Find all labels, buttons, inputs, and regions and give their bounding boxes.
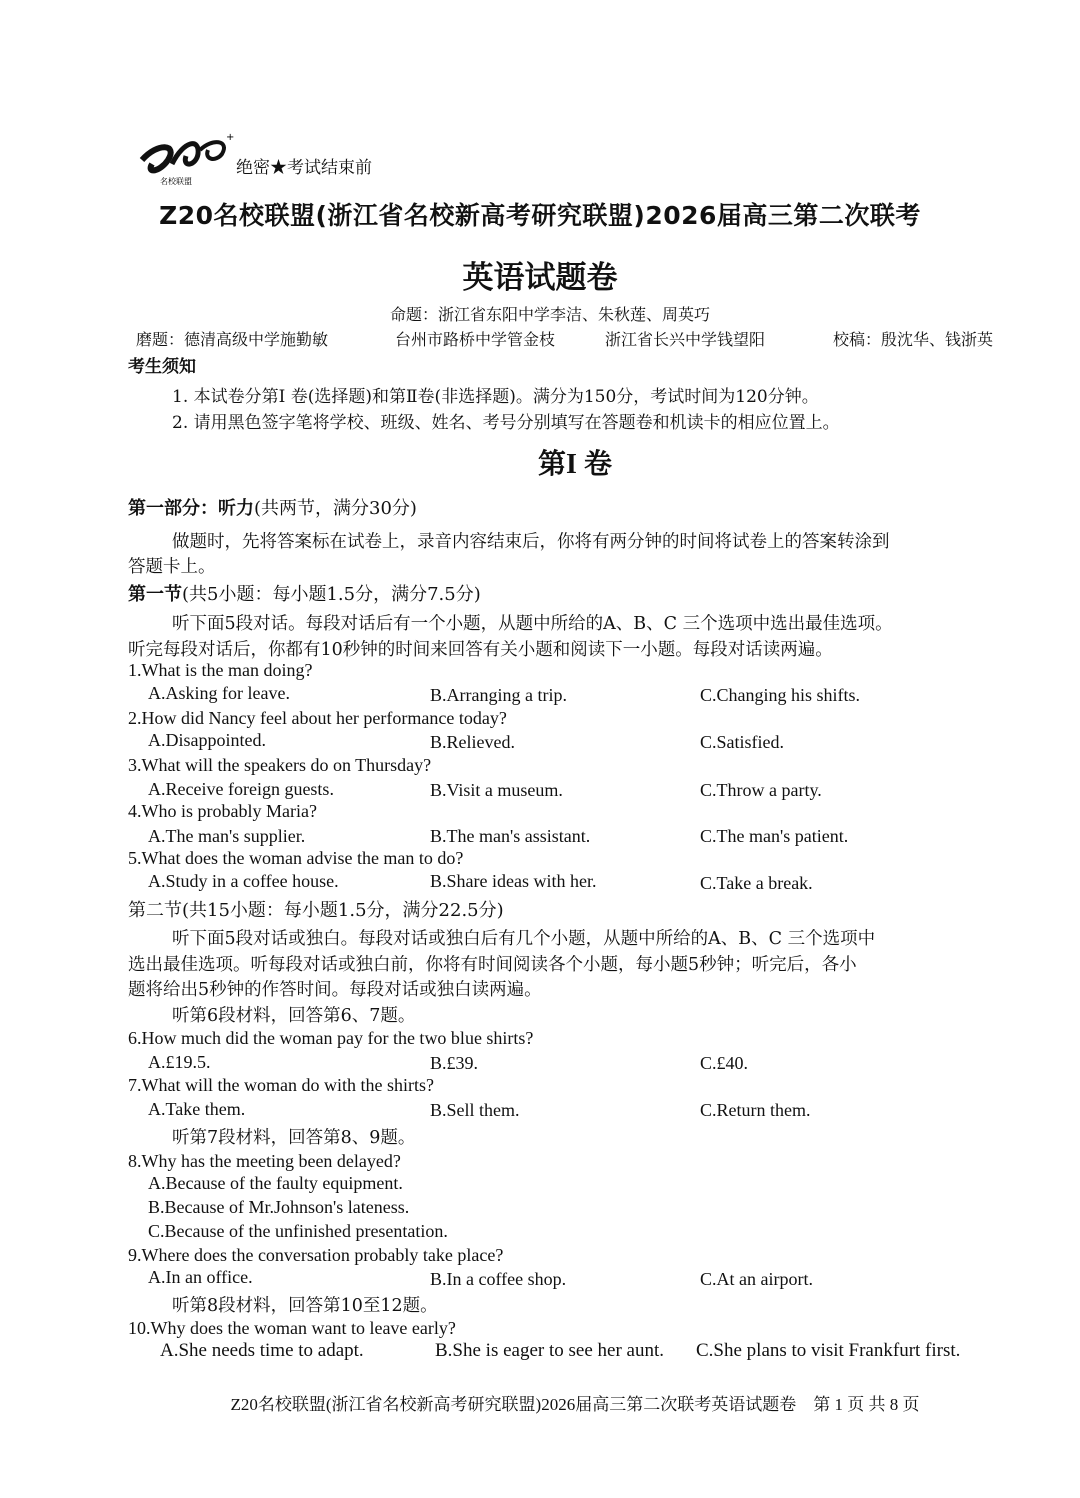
- part1-instruction-1: 做题时，先将答案标在试卷上，录音内容结束后，你将有两分钟的时间将试卷上的答案转涂到: [172, 532, 890, 552]
- section1-heading: [128, 580, 481, 606]
- z20-logo-icon: [138, 130, 238, 192]
- option-c: C.At an airport.: [700, 1269, 813, 1289]
- proofreaders: 校稿：殷沈华、钱浙英: [833, 330, 994, 349]
- option-a: A.Receive foreign guests.: [148, 779, 334, 799]
- section2-instruction-2: 选出最佳选项。听每段对话或独白前，你将有时间阅读各个小题，每小题5秒钟；听完后，各小: [128, 955, 857, 975]
- option-a: A.In an office.: [148, 1267, 253, 1287]
- notice-title: 考生须知: [128, 357, 196, 377]
- option-a: A.£19.5.: [148, 1052, 211, 1072]
- reviewer-3: 浙江省长兴中学钱望阳: [605, 330, 766, 349]
- option-c: C.Take a break.: [700, 873, 813, 893]
- material-note-8: 听第8段材料，回答第10至12题。: [172, 1296, 438, 1316]
- question-stem: 3.What will the speakers do on Thursday?: [128, 755, 432, 775]
- question-stem: 9.Where does the conversation probably take place?: [128, 1245, 504, 1265]
- reviewer-1: 磨题：德清高级中学施勤敏: [136, 330, 329, 349]
- question-stem: 1.What is the man doing?: [128, 660, 313, 680]
- authors-line: 命题：浙江省东阳中学李洁、朱秋莲、周英巧: [390, 305, 711, 324]
- section2-instruction-1: 听下面5段对话或独白。每段对话或独白后有几个小题，从题中所给的A、B、C 三个选项中: [172, 929, 876, 949]
- option-c: C.£40.: [700, 1053, 749, 1073]
- option-b: B.£39.: [430, 1053, 479, 1073]
- question-stem: 4.Who is probably Maria?: [128, 801, 317, 821]
- question-stem: 8.Why has the meeting been delayed?: [128, 1151, 401, 1171]
- material-note-6: 听第6段材料，回答第6、7题。: [172, 1006, 416, 1026]
- part1-heading: [128, 494, 417, 520]
- option-a: A.Take them.: [148, 1099, 246, 1119]
- question-stem: 6.How much did the woman pay for the two blue shirts?: [128, 1028, 534, 1048]
- option-b: B.The man's assistant.: [430, 826, 591, 846]
- option-b: B.She is eager to see her aunt.: [435, 1340, 664, 1361]
- option-b: B.Arranging a trip.: [430, 685, 567, 705]
- notice-item-1: 1. 本试卷分第I 卷(选择题)和第Ⅱ卷(非选择题)。满分为150分，考试时间为120分钟。: [172, 387, 819, 407]
- part1-instruction-2: 答题卡上。: [128, 557, 216, 577]
- option-b: B.In a coffee shop.: [430, 1269, 567, 1289]
- section2-title: 第二节(共15小题：每小题1.5分，满分22.5分): [128, 900, 504, 921]
- reviewer-2: 台州市路桥中学管金枝: [395, 330, 556, 349]
- svg-text:+: +: [226, 132, 235, 143]
- option-a: A.Study in a coffee house.: [148, 871, 339, 891]
- option-b: B.Because of Mr.Johnson's lateness.: [148, 1197, 410, 1217]
- option-a: A.The man's supplier.: [148, 826, 306, 846]
- question-stem: 10.Why does the woman want to leave early?: [128, 1318, 456, 1338]
- option-c: C.The man's patient.: [700, 826, 849, 846]
- part1-score: (共两节，满分30分): [254, 498, 417, 519]
- section1-score: (共5小题：每小题1.5分，满分7.5分): [182, 584, 481, 605]
- option-c: C.Changing his shifts.: [700, 685, 861, 705]
- option-b: B.Visit a museum.: [430, 780, 563, 800]
- option-c: C.Return them.: [700, 1100, 811, 1120]
- option-a: A.Asking for leave.: [148, 683, 290, 703]
- question-stem: 2.How did Nancy feel about her performance today?: [128, 708, 507, 728]
- section1-title: 第一节: [128, 584, 182, 605]
- page-footer: Z20名校联盟(浙江省名校新高考研究联盟)2026届高三第二次联考英语试题卷 第 1 页 共 8 页: [230, 1395, 920, 1414]
- notice-item-2: 2. 请用黑色签字笔将学校、班级、姓名、考号分别填写在答题卷和机读卡的相应位置上。: [172, 413, 840, 433]
- volume-title: 第I 卷: [538, 449, 612, 480]
- part1-title: 第一部分：听力: [128, 498, 254, 519]
- question-stem: 7.What will the woman do with the shirts?: [128, 1075, 434, 1095]
- option-b: B.Share ideas with her.: [430, 871, 597, 891]
- confidential-label: 绝密★考试结束前: [236, 158, 372, 178]
- option-c: C.She plans to visit Frankfurt first.: [696, 1340, 961, 1361]
- material-note-7: 听第7段材料，回答第8、9题。: [172, 1128, 416, 1148]
- option-a: A.Because of the faulty equipment.: [148, 1173, 403, 1193]
- option-c: C.Because of the unfinished presentation.: [148, 1221, 448, 1241]
- option-a: A.Disappointed.: [148, 730, 266, 750]
- option-c: C.Satisfied.: [700, 732, 784, 752]
- question-stem: 5.What does the woman advise the man to do?: [128, 848, 464, 868]
- option-b: B.Relieved.: [430, 732, 515, 752]
- option-c: C.Throw a party.: [700, 780, 822, 800]
- paper-subtitle: 英语试题卷: [462, 260, 618, 296]
- option-b: B.Sell them.: [430, 1100, 520, 1120]
- logo-caption: 名校联盟: [160, 177, 192, 186]
- logo: [138, 130, 238, 192]
- section1-instruction-1: 听下面5段对话。每段对话后有一个小题，从题中所给的A、B、C 三个选项中选出最佳选项。: [172, 614, 893, 634]
- section1-instruction-2: 听完每段对话后，你都有10秒钟的时间来回答有关小题和阅读下一小题。每段对话读两遍。: [128, 640, 833, 660]
- exam-title: Z20名校联盟(浙江省名校新高考研究联盟)2026届高三第二次联考: [159, 201, 921, 230]
- option-a: A.She needs time to adapt.: [160, 1340, 364, 1361]
- section2-instruction-3: 题将给出5秒钟的作答时间。每段对话或独白读两遍。: [128, 980, 542, 1000]
